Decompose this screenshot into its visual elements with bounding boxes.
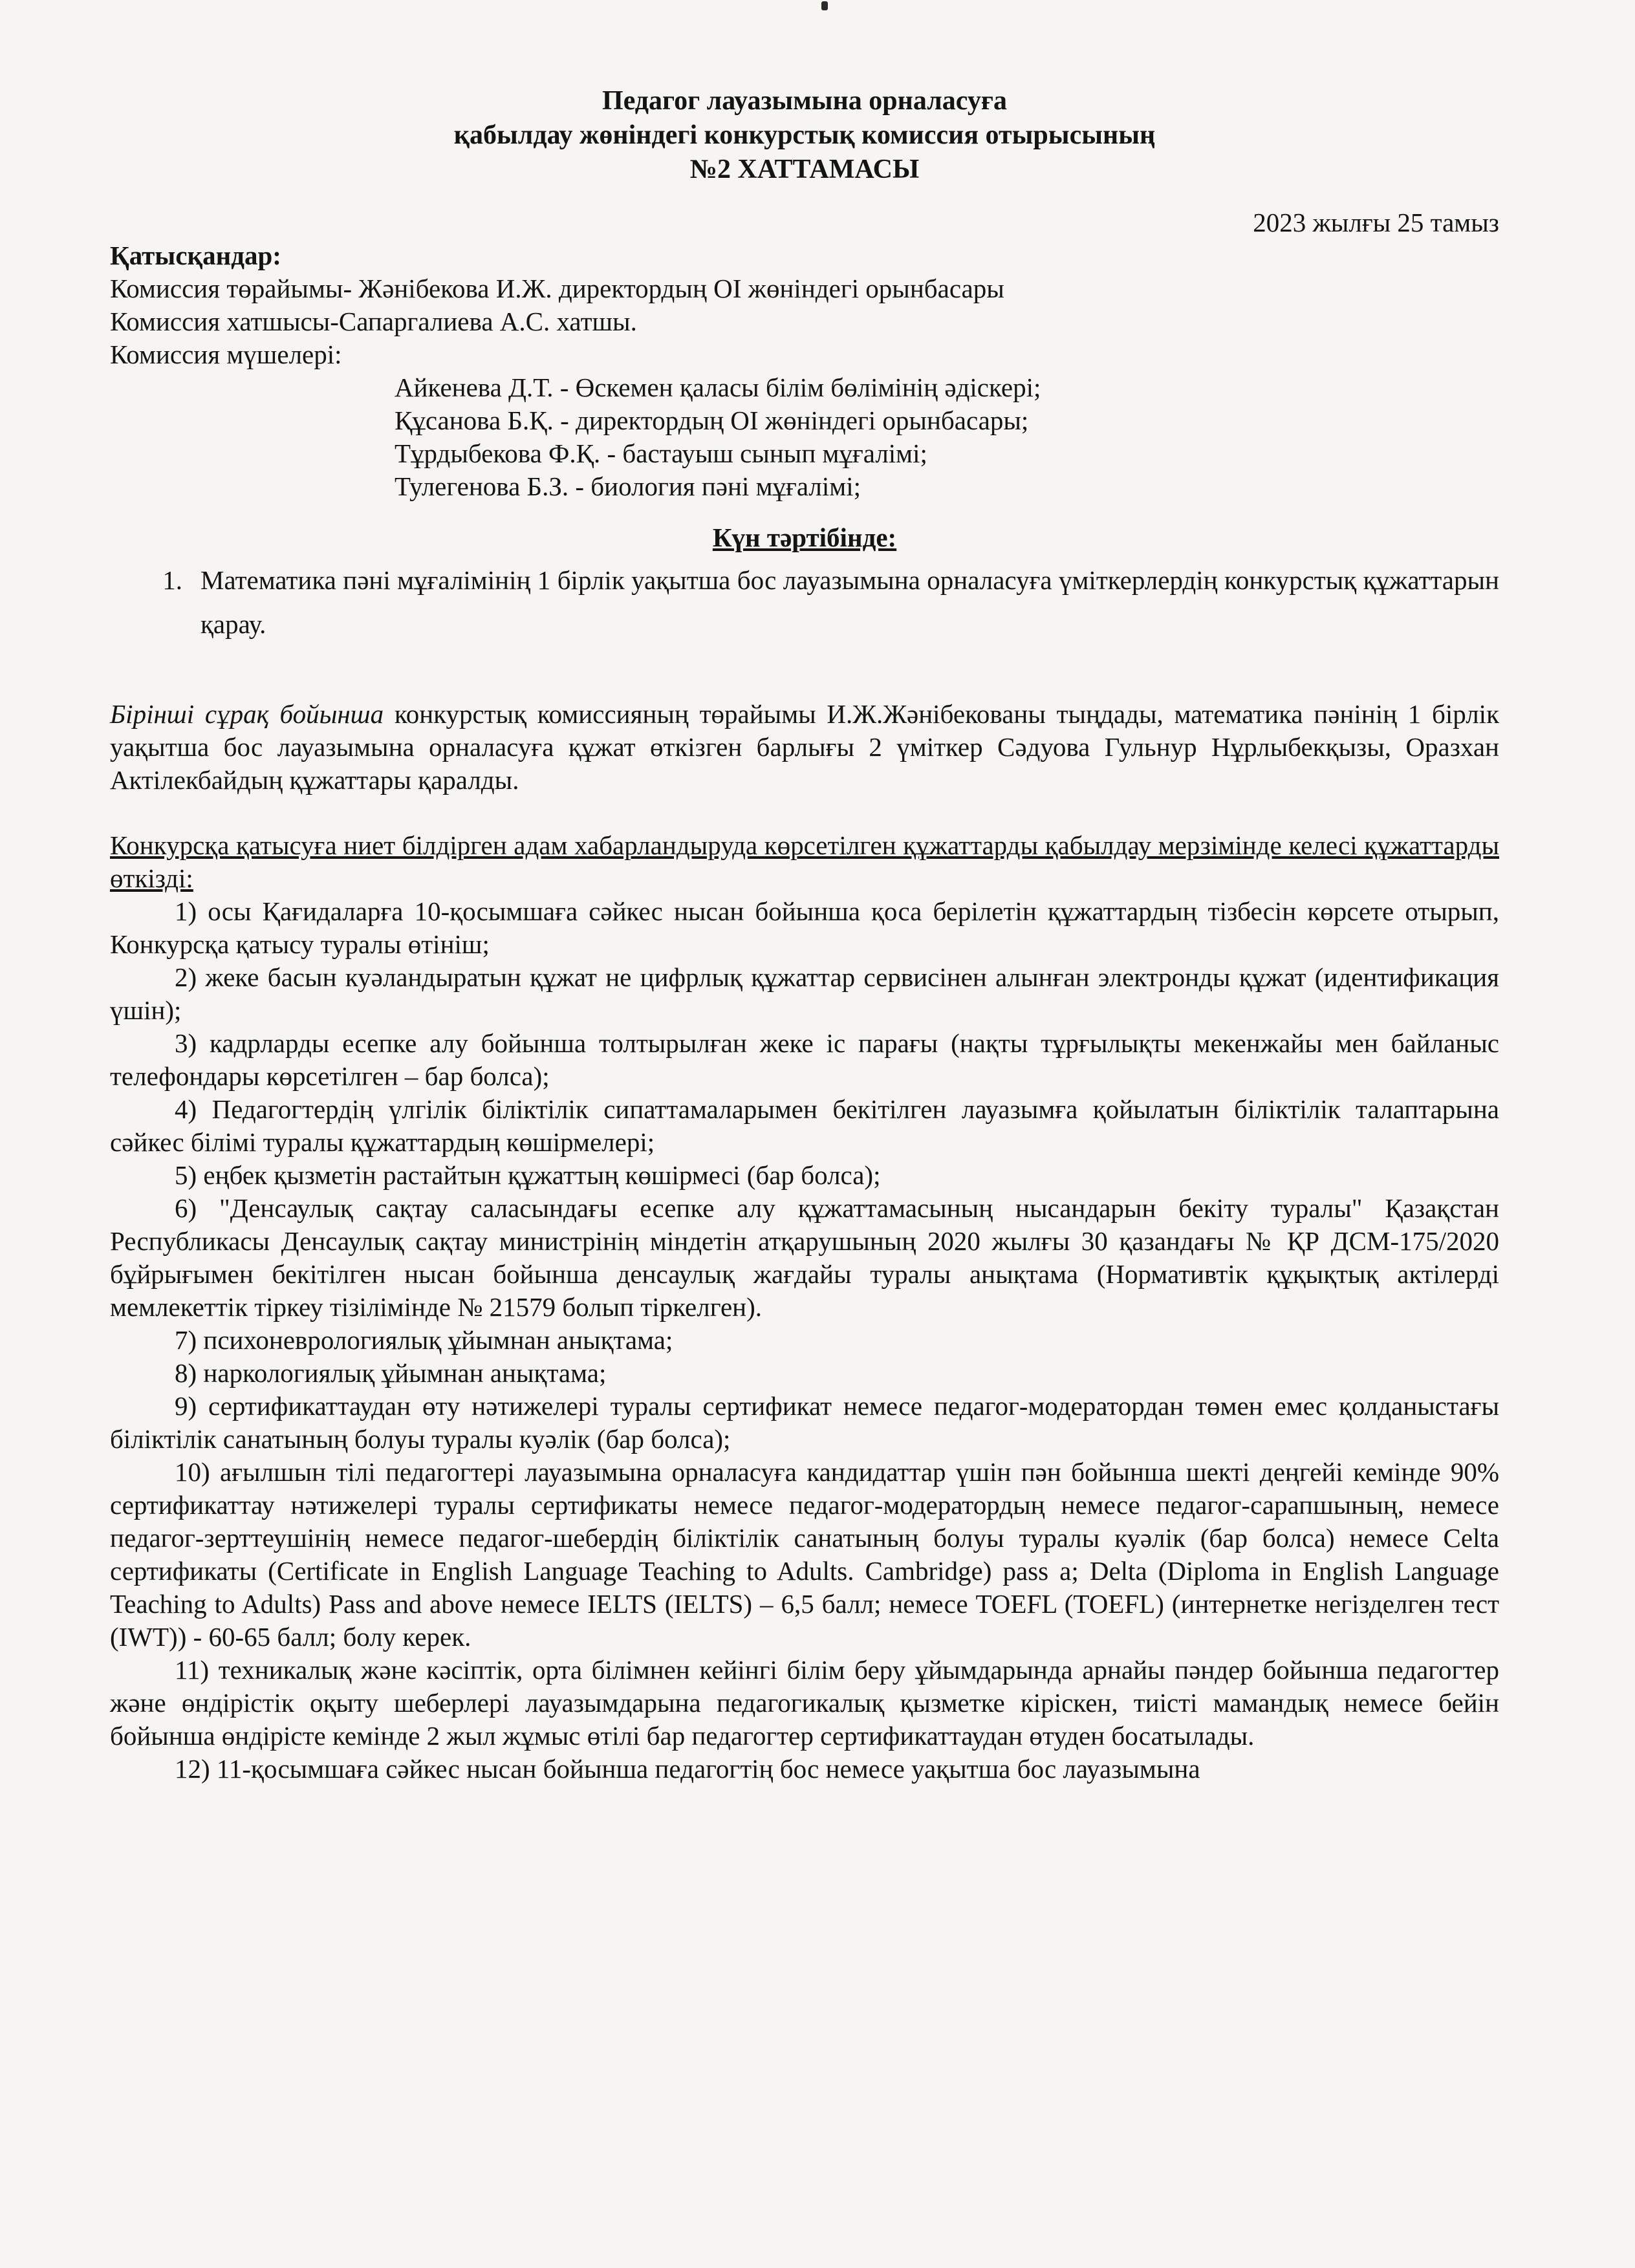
document-item: 8) наркологиялық ұйымнан анықтама;	[175, 1358, 607, 1388]
member-item: Құсанова Б.Қ. - директордың ОІ жөніндегі орынбасары;	[395, 405, 1029, 435]
title-line-1: Педагог лауазымына орналасуға	[602, 86, 1007, 116]
commission-chair: Комиссия төрайымы- Жәнібекова И.Ж. директордың ОІ жөніндегі орынбасары	[110, 274, 1004, 303]
document-item: 12) 11-қосымшаға сәйкес нысан бойынша педагогтің бос немесе уақытша бос лауазымына	[175, 1754, 1200, 1784]
documents-intro: Конкурсқа қатысуға ниет білдірген адам хабарландыруда көрсетілген құжаттарды қабылдау мерзімінде келесі құжаттарды өткізді:	[110, 830, 1499, 893]
commission-secretary: Комиссия хатшысы-Сапаргалиева А.С. хатшы.	[110, 307, 637, 336]
document-item: 5) еңбек қызметін растайтын құжаттың көшірмесі (бар болса);	[175, 1160, 881, 1190]
participants-section	[110, 239, 1499, 503]
document-item: 2) жеке басын куәландыратын құжат не цифрлық құжаттар сервисінен алынған электронды құжат (идентификация үшін);	[110, 962, 1499, 1025]
scan-speck	[821, 1, 828, 10]
document-item: 4) Педагогтердің үлгілік біліктілік сипаттамаларымен бекітілген лауазымға қойылатын біліктілік талаптарына сәйкес білімі туралы құжаттардың көшірмелері;	[110, 1094, 1499, 1157]
first-question-lead: Бірінші сұрақ бойынша	[110, 699, 384, 729]
members-list	[110, 371, 1499, 503]
first-question-text: конкурстық комиссияның төрайымы И.Ж.Жәнібекованы тыңдады, математика пәнінің 1 бірлік уақытша бос лауазымына орналасуға құжат өткізген барлығы 2 үміткер Сәдуова Гульнур Нұрлыбекқызы, Оразхан Актілекбайдың құжаттары қаралды.	[110, 699, 1499, 795]
member-item: Тұрдыбекова Ф.Қ. - бастауыш сынып мұғалімі;	[395, 438, 927, 468]
document-date: 2023 жылғы 25 тамыз	[1253, 208, 1499, 237]
first-question-paragraph	[110, 698, 1499, 797]
document-title	[110, 84, 1499, 187]
member-item: Тулегенова Б.З. - биология пәні мұғалімі;	[395, 471, 861, 501]
document-item: 1) осы Қағидаларға 10-қосымшаға сәйкес нысан бойынша қоса берілетін құжаттардың тізбесін көрсете отырып, Конкурсқа қатысу туралы өтініш;	[110, 896, 1499, 959]
member-item: Айкенева Д.Т. - Өскемен қаласы білім бөлімінің әдіскері;	[395, 373, 1041, 402]
participants-heading: Қатысқандар:	[110, 241, 281, 270]
agenda-item-text: Математика пәні мұғалімінің 1 бірлік уақытша бос лауазымына орналасуға үміткерлердің конкурстық құжаттарын қарау.	[200, 565, 1499, 639]
document-item: 7) психоневрологиялық ұйымнан анықтама;	[175, 1325, 673, 1355]
document-item: 10) ағылшын тілі педагогтері лауазымына орналасуға кандидаттар үшін пән бойынша шекті деңгейі кемінде 90% сертификаттау нәтижелері туралы сертификаты немесе педагог-модератордың немесе педагог-сарапшының, немесе педагог-зерттеушінің немесе педагог-шебердің біліктілік санатының болуы туралы куәлік (бар болса) немесе Celta сертификаты (Certificate in English Language Teaching to Adults. Cambridge) pass a; Delta (Diploma in English Language Teaching to Adults) Pass and above немесе IELTS (IELTS) – 6,5 балл; немесе TOEFL (TOEFL) (интернетке негізделген тест (IWT)) - 60-65 балл; болу керек.	[110, 1457, 1499, 1652]
document-item: 3) кадрларды есепке алу бойынша толтырылған жеке іс парағы (нақты тұрғылықты мекенжайы мен байланыс телефондары көрсетілген – бар болса);	[110, 1028, 1499, 1091]
agenda-heading: Күн тәртібінде:	[712, 523, 897, 552]
document-item: 11) техникалық және кәсіптік, орта білімнен кейінгі білім беру ұйымдарында арнайы пәндер бойынша педагогтер және өндірістік оқыту шеберлері лауазымдарына педагогикалық қызметке кіріскен, тиісті мамандық немесе бейін бойынша өндірісте кемінде 2 жыл жұмыс өтілі бар педагогтер сертификаттаудан өтуден босатылады.	[110, 1655, 1499, 1751]
documents-list	[110, 895, 1499, 1786]
title-line-2: қабылдау жөніндегі конкурстық комиссия отырысының	[453, 120, 1156, 150]
members-label: Комиссия мүшелері:	[110, 340, 342, 369]
agenda-item	[110, 558, 1499, 646]
title-line-3: №2 ХАТТАМАСЫ	[689, 155, 920, 184]
agenda-list	[110, 558, 1499, 646]
document-item: 6) "Денсаулық сақтау саласындағы есепке алу құжаттамасының нысандарын бекіту туралы" Қазақстан Республикасы Денсаулық сақтау министрінің міндетін атқарушының 2020 жылғы 30 қазандағы № ҚР ДСМ-175/2020 бұйрығымен бекітілген нысан бойынша денсаулық жағдайы туралы анықтама (Нормативтік құқықтық актілерді мемлекеттік тіркеу тізілімінде № 21579 болып тіркелген).	[110, 1193, 1499, 1322]
agenda-item-number: 1.	[162, 565, 182, 595]
document-item: 9) сертификаттаудан өту нәтижелері туралы сертификат немесе педагог-модератордан төмен емес қолданыстағы біліктілік санатының болуы туралы куәлік (бар болса);	[110, 1391, 1499, 1454]
